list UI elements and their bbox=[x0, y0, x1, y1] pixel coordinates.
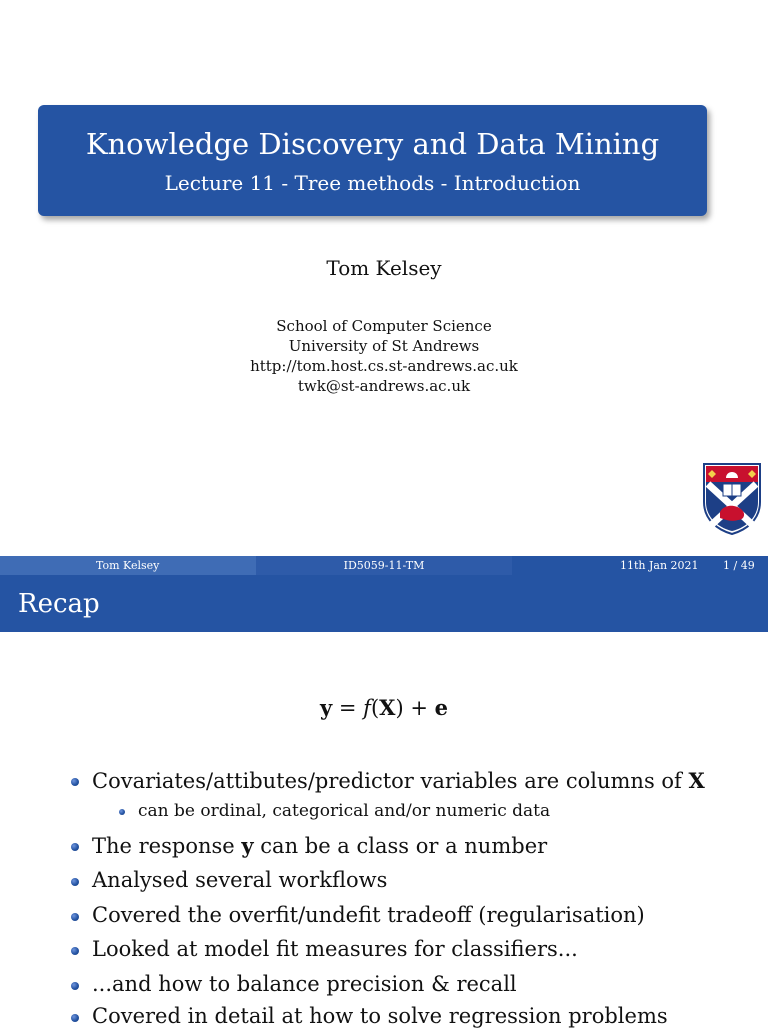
list-item bbox=[92, 903, 645, 927]
affiliation-block bbox=[0, 316, 768, 396]
list-item bbox=[92, 768, 705, 793]
footer-date-section bbox=[512, 556, 768, 575]
bullet-text: The response bbox=[92, 834, 235, 858]
footer-date: 11th Jan 2021 bbox=[620, 559, 699, 572]
sub-bullet-text: can be ordinal, categorical and/or numeric data bbox=[138, 801, 551, 821]
bullet-text: Analysed several workflows bbox=[92, 868, 388, 892]
footer-page-number: 1 / 49 bbox=[723, 559, 755, 572]
bullet-text: ...and how to balance precision & recall bbox=[92, 972, 517, 996]
equation-lparen: ( bbox=[370, 696, 380, 720]
bullet-text: Looked at model fit measures for classifiers... bbox=[92, 937, 578, 961]
bullet-bold-X: X bbox=[688, 768, 705, 793]
slide-footer bbox=[0, 556, 768, 575]
affiliation-url: http://tom.host.cs.st-andrews.ac.uk bbox=[250, 357, 518, 375]
equation-X: X bbox=[379, 695, 396, 720]
equation-equals: = bbox=[332, 696, 364, 720]
title-box bbox=[38, 105, 707, 216]
list-item bbox=[92, 868, 387, 892]
lecture-title: Knowledge Discovery and Data Mining bbox=[85, 127, 660, 161]
bullet-text-cont: can be a class or a number bbox=[260, 834, 548, 858]
footer-course: ID5059-11-TM bbox=[256, 556, 512, 575]
bullet-icon bbox=[71, 913, 79, 921]
bullet-icon bbox=[71, 778, 79, 786]
bullet-icon bbox=[71, 1014, 79, 1022]
bullet-icon bbox=[71, 843, 79, 851]
bullet-icon bbox=[71, 982, 79, 990]
bullet-icon bbox=[71, 947, 79, 955]
footer-author: Tom Kelsey bbox=[96, 559, 160, 572]
bullet-text: Covered the overfit/undefit tradeoff (regularisation) bbox=[92, 903, 645, 927]
affiliation-university: University of St Andrews bbox=[288, 337, 480, 355]
bullet-icon bbox=[71, 878, 79, 886]
lecture-subtitle: Lecture 11 - Tree methods - Introduction bbox=[164, 171, 581, 195]
affiliation-email: twk@st-andrews.ac.uk bbox=[297, 377, 471, 395]
equation-e: e bbox=[434, 695, 448, 720]
bullet-bold-y: y bbox=[241, 833, 254, 858]
bullet-text: Covariates/attibutes/predictor variables are columns of bbox=[92, 769, 682, 793]
footer-author-section bbox=[0, 556, 256, 575]
affiliation-school: School of Computer Science bbox=[276, 317, 492, 335]
list-item bbox=[92, 972, 517, 996]
sub-list-item bbox=[138, 801, 550, 821]
equation-f: f bbox=[363, 696, 371, 720]
list-item bbox=[92, 937, 578, 961]
equation-rparen-plus: ) + bbox=[395, 696, 435, 720]
frame-title-bar bbox=[0, 575, 768, 632]
model-equation bbox=[0, 695, 768, 720]
list-item bbox=[92, 1004, 668, 1028]
frame-title: Recap bbox=[18, 589, 100, 619]
equation-y: y bbox=[320, 695, 333, 720]
author-name: Tom Kelsey bbox=[326, 256, 442, 280]
sub-bullet-icon bbox=[119, 809, 125, 815]
university-crest-logo bbox=[702, 462, 762, 536]
bullet-text: Covered in detail at how to solve regression problems bbox=[92, 1004, 668, 1028]
list-item bbox=[92, 833, 547, 858]
